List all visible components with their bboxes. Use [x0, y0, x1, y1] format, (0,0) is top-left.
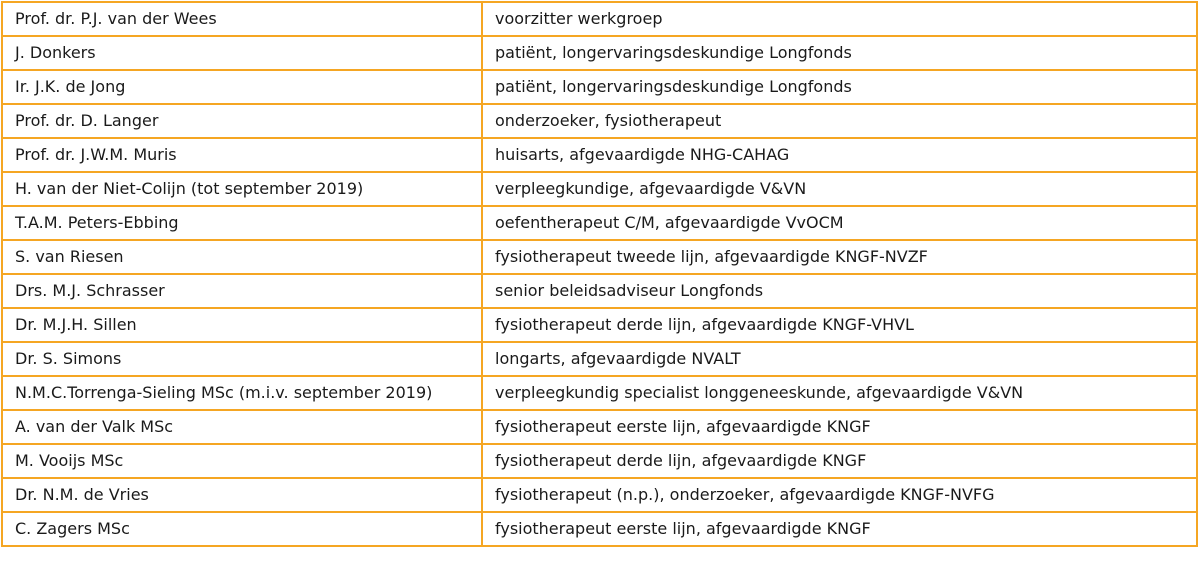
member-name: Prof. dr. J.W.M. Muris — [2, 138, 482, 172]
table-row — [2, 376, 1197, 410]
member-name: Prof. dr. P.J. van der Wees — [2, 2, 482, 36]
member-role: verpleegkundig specialist longgeneeskunde, afgevaardigde V&VN — [482, 376, 1197, 410]
table-row — [2, 444, 1197, 478]
member-name: Drs. M.J. Schrasser — [2, 274, 482, 308]
member-name: Dr. M.J.H. Sillen — [2, 308, 482, 342]
member-role: huisarts, afgevaardigde NHG-CAHAG — [482, 138, 1197, 172]
table-row — [2, 274, 1197, 308]
table-row — [2, 342, 1197, 376]
member-role: fysiotherapeut eerste lijn, afgevaardigde KNGF — [482, 512, 1197, 546]
member-role: patiënt, longervaringsdeskundige Longfonds — [482, 70, 1197, 104]
member-name: S. van Riesen — [2, 240, 482, 274]
member-role: verpleegkundige, afgevaardigde V&VN — [482, 172, 1197, 206]
table-row — [2, 410, 1197, 444]
member-role: oefentherapeut C/M, afgevaardigde VvOCM — [482, 206, 1197, 240]
table-row — [2, 172, 1197, 206]
table-row — [2, 240, 1197, 274]
member-role: fysiotherapeut (n.p.), onderzoeker, afgevaardigde KNGF-NVFG — [482, 478, 1197, 512]
member-name: Prof. dr. D. Langer — [2, 104, 482, 138]
member-name: M. Vooijs MSc — [2, 444, 482, 478]
member-role: fysiotherapeut eerste lijn, afgevaardigde KNGF — [482, 410, 1197, 444]
table-row — [2, 36, 1197, 70]
member-role: fysiotherapeut derde lijn, afgevaardigde KNGF — [482, 444, 1197, 478]
table-row — [2, 104, 1197, 138]
table-row — [2, 70, 1197, 104]
table-row — [2, 206, 1197, 240]
member-role: voorzitter werkgroep — [482, 2, 1197, 36]
member-role: fysiotherapeut tweede lijn, afgevaardigde KNGF-NVZF — [482, 240, 1197, 274]
members-table-body — [2, 2, 1197, 546]
member-name: T.A.M. Peters-Ebbing — [2, 206, 482, 240]
member-role: onderzoeker, fysiotherapeut — [482, 104, 1197, 138]
member-name: H. van der Niet-Colijn (tot september 2019) — [2, 172, 482, 206]
member-name: Dr. N.M. de Vries — [2, 478, 482, 512]
member-name: Dr. S. Simons — [2, 342, 482, 376]
member-role: longarts, afgevaardigde NVALT — [482, 342, 1197, 376]
table-row — [2, 512, 1197, 546]
member-role: fysiotherapeut derde lijn, afgevaardigde KNGF-VHVL — [482, 308, 1197, 342]
member-role: senior beleidsadviseur Longfonds — [482, 274, 1197, 308]
member-name: A. van der Valk MSc — [2, 410, 482, 444]
table-row — [2, 478, 1197, 512]
table-row — [2, 308, 1197, 342]
member-name: C. Zagers MSc — [2, 512, 482, 546]
table-row — [2, 138, 1197, 172]
member-name: N.M.C.Torrenga-Sieling MSc (m.i.v. september 2019) — [2, 376, 482, 410]
table-row — [2, 2, 1197, 36]
member-name: Ir. J.K. de Jong — [2, 70, 482, 104]
member-role: patiënt, longervaringsdeskundige Longfonds — [482, 36, 1197, 70]
member-name: J. Donkers — [2, 36, 482, 70]
members-table — [1, 1, 1198, 547]
